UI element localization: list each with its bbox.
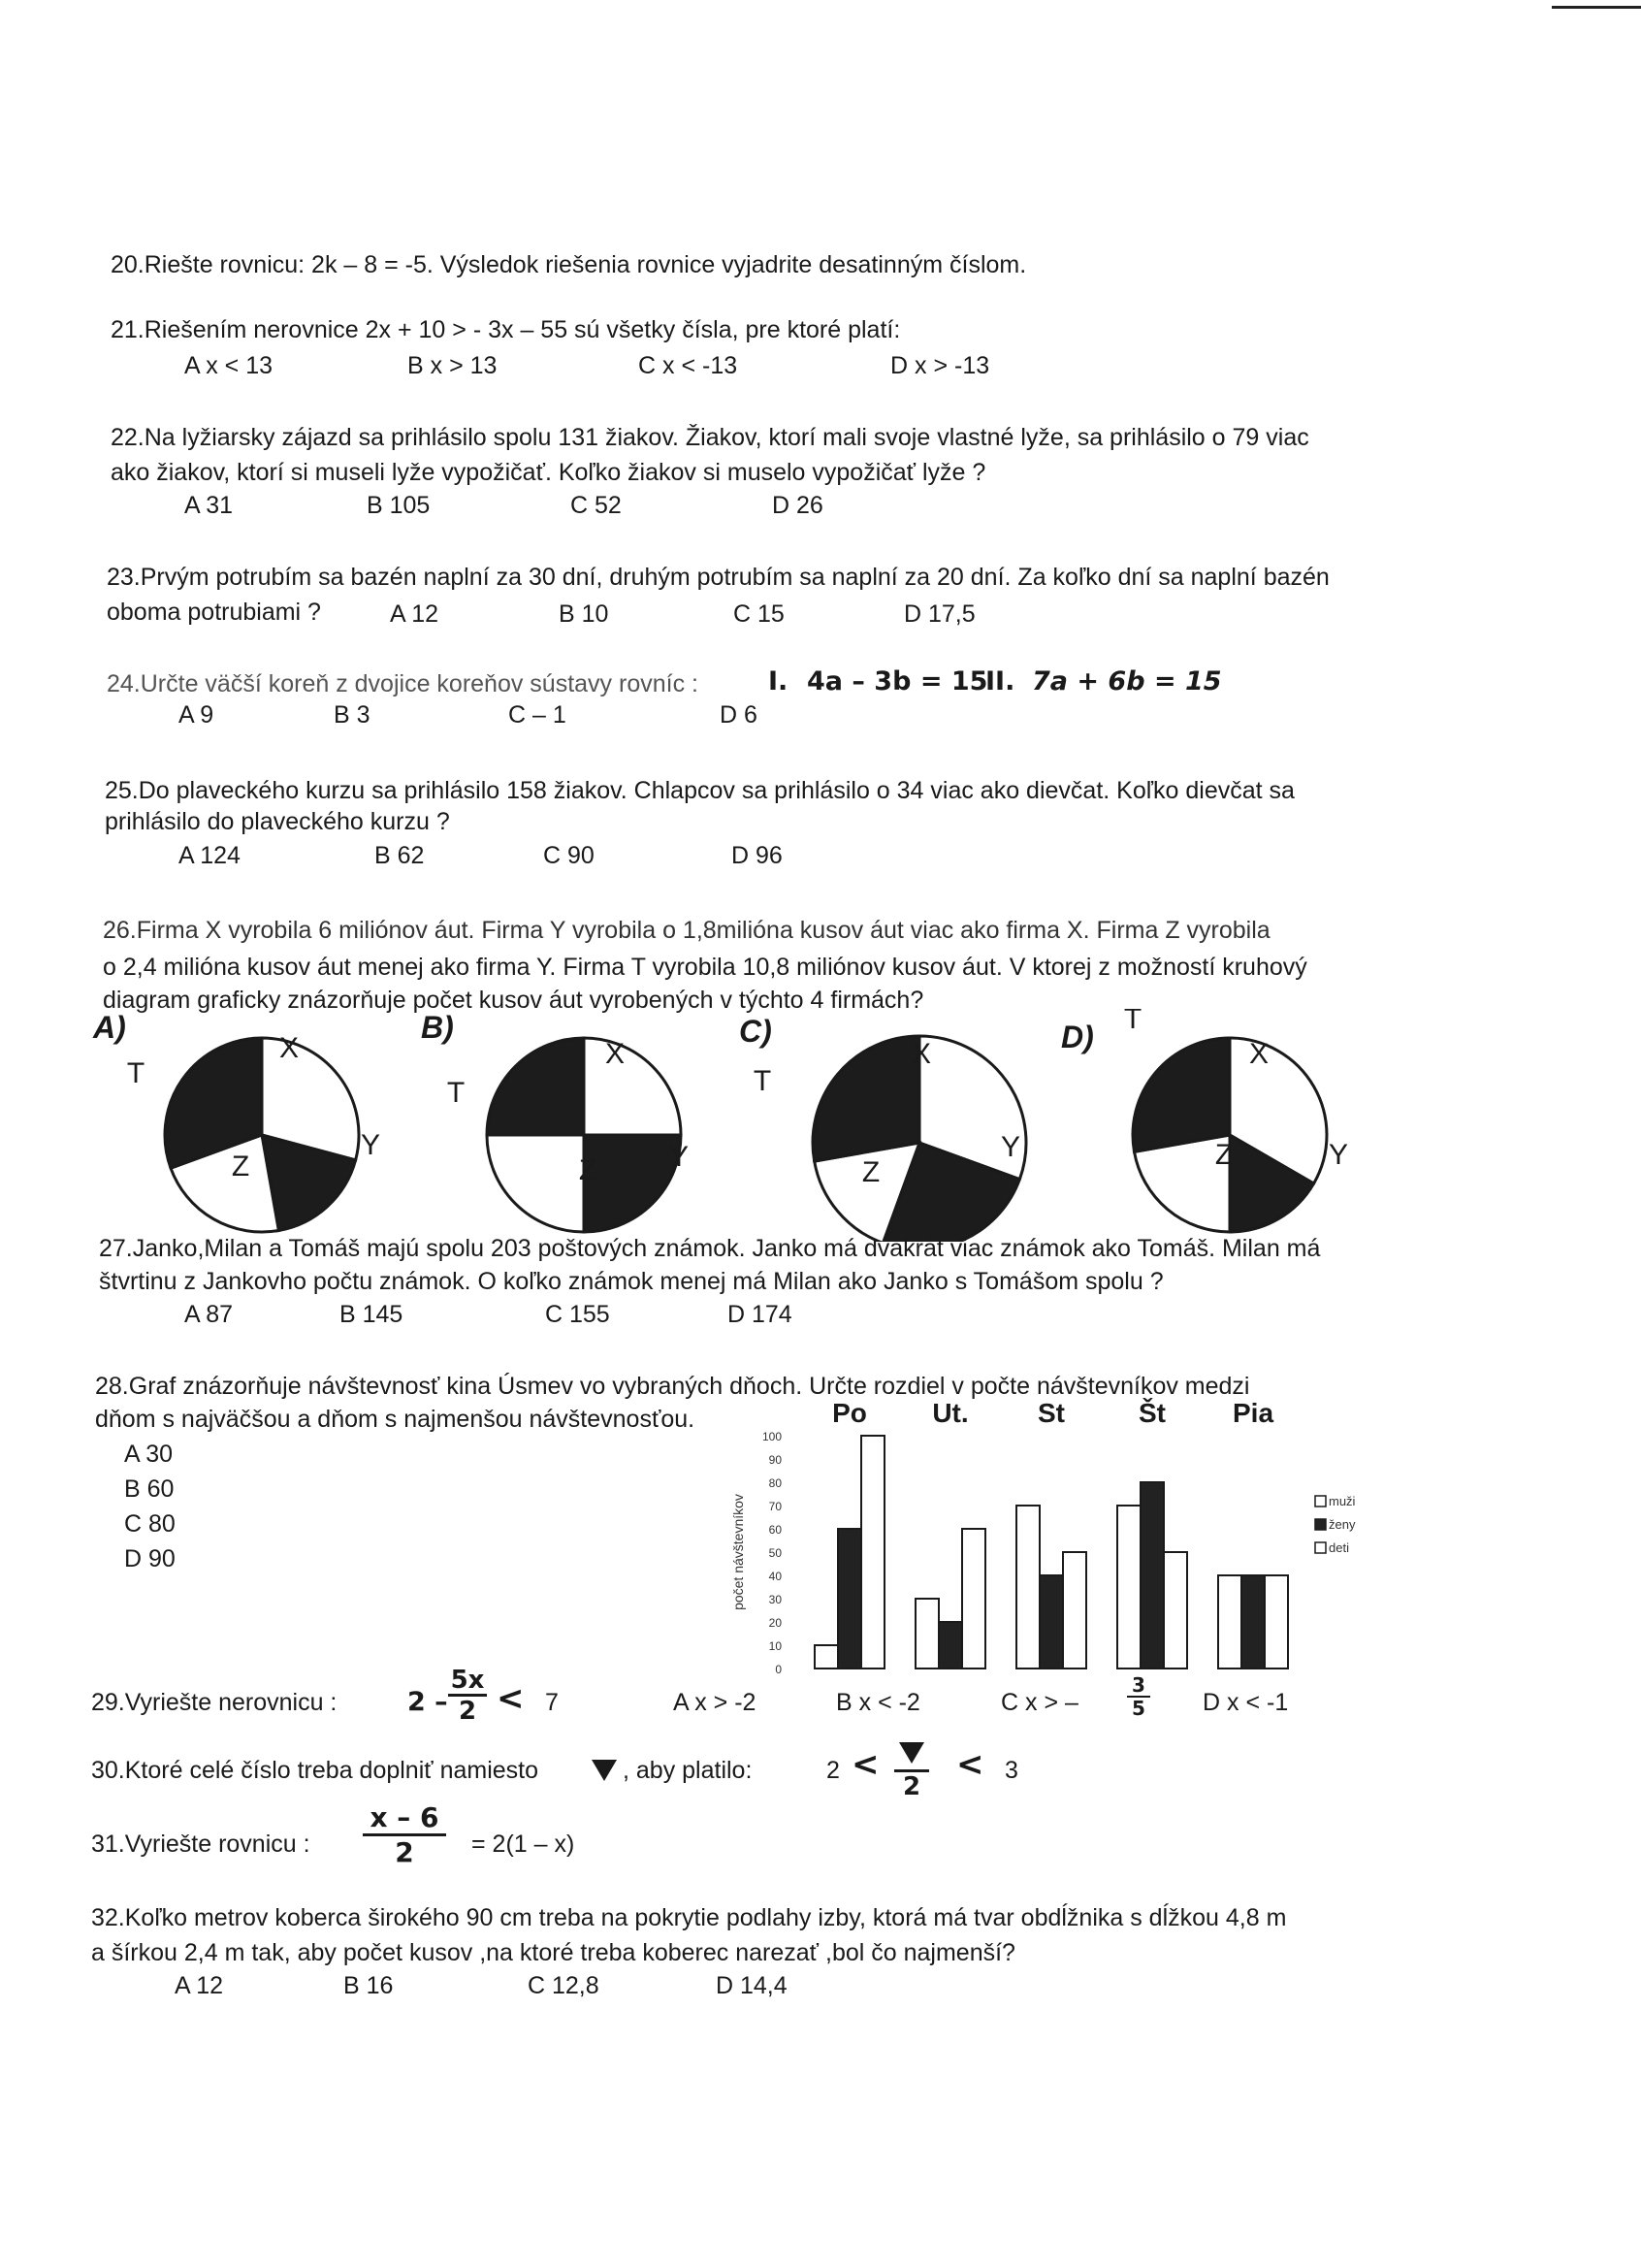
q29-option-d: D x < -1: [1203, 1689, 1289, 1716]
legend-label: ženy: [1329, 1517, 1356, 1532]
q22-line2: ako žiakov, ktorí si museli lyže vypožičať. Koľko žiakov si muselo vypožičať lyže ?: [111, 459, 986, 486]
pie-option-label: A): [93, 1010, 126, 1045]
q21-option-c: C x < -13: [638, 352, 738, 379]
category-label: Po: [832, 1398, 867, 1428]
q30-rhs: 3: [1005, 1757, 1018, 1784]
q31-rhs: = 2(1 – x): [471, 1831, 575, 1858]
q30-relation-right: <: [956, 1745, 984, 1784]
pie-option-label: B): [421, 1010, 454, 1045]
pie-slice-y: [584, 1135, 681, 1232]
y-tick-label: 50: [768, 1546, 782, 1560]
q26-line3: diagram graficky znázorňuje počet kusov áut vyrobených v týchto 4 firmách?: [103, 987, 924, 1014]
q25-line2: prihlásilo do plaveckého kurzu ?: [105, 808, 450, 835]
q23-option-b: B 10: [559, 600, 609, 628]
category-label: Pia: [1232, 1398, 1274, 1428]
pie-chart-2: [421, 1010, 689, 1232]
q24-eq2: 7a + 6b = 15: [1032, 666, 1222, 697]
y-tick-label: 60: [768, 1523, 782, 1537]
q22-option-b: B 105: [367, 492, 431, 519]
triangle-placeholder-icon: [590, 1758, 619, 1783]
q22-line1: 22.Na lyžiarsky zájazd sa prihlásilo spolu 131 žiakov. Žiakov, ktorí mali svoje vlastné lyže, sa prihlásilo o 79 viac: [111, 424, 1309, 451]
pie-slice-t: [487, 1038, 584, 1135]
q31-fraction-num: x – 6: [363, 1802, 446, 1836]
scan-edge-line: [1552, 6, 1641, 9]
q24-option-b: B 3: [334, 701, 370, 729]
q25-option-a: A 124: [178, 842, 241, 869]
triangle-placeholder-icon: [897, 1740, 926, 1766]
pie-slice-label-z: Z: [1214, 1139, 1234, 1171]
q30-fraction: [894, 1740, 929, 1801]
q21-option-b: B x > 13: [407, 352, 498, 379]
q30-fraction-den: 2: [902, 1772, 921, 1801]
pie-slice-x: [584, 1038, 681, 1135]
q28-option-c: C 80: [124, 1510, 176, 1538]
q23-option-c: C 15: [733, 600, 785, 628]
q20-text: 20.Riešte rovnicu: 2k – 8 = -5. Výsledok riešenia rovnice vyjadrite desatinným číslom.: [111, 251, 1027, 278]
bar-pia-1: [1241, 1575, 1265, 1669]
pie-slice-z: [487, 1135, 584, 1232]
q27-line1: 27.Janko,Milan a Tomáš majú spolu 203 poštových známok. Janko má dvakrát viac známok ako Tomáš. Milan má: [99, 1235, 1321, 1262]
q31-fraction-den: 2: [395, 1836, 414, 1868]
pie-slice-label-x: X: [911, 1038, 932, 1070]
q22-option-a: A 31: [184, 492, 234, 519]
q24-option-a: A 9: [178, 701, 214, 729]
bar-st-1: [1040, 1575, 1063, 1669]
q30-text: 30.Ktoré celé číslo treba doplniť namiesto: [91, 1757, 539, 1784]
legend-label: deti: [1329, 1540, 1349, 1555]
q28-option-b: B 60: [124, 1475, 175, 1503]
legend-swatch: [1315, 1496, 1326, 1507]
q29-option-c-fraction: [1127, 1674, 1150, 1719]
bar-ut-0: [916, 1599, 939, 1669]
q30-text2: , aby platilo:: [623, 1757, 753, 1784]
q27-line2: štvrtinu z Jankovho počtu známok. O koľko známok menej má Milan ako Janko s Tomášom spolu ?: [99, 1268, 1164, 1295]
bar-št-0: [1117, 1506, 1141, 1669]
bar-po-1: [838, 1529, 861, 1669]
q23-option-a: A 12: [390, 600, 439, 628]
pie-option-label: C): [739, 1014, 772, 1049]
pie-slice-label-t: T: [126, 1057, 145, 1089]
pie-option-label: D): [1061, 1020, 1094, 1054]
q23-line2: oboma potrubiami ?: [107, 599, 321, 626]
legend-label: muži: [1329, 1494, 1356, 1508]
bar-st-0: [1016, 1506, 1040, 1669]
q24-option-d: D 6: [720, 701, 757, 729]
q27-option-a: A 87: [184, 1301, 234, 1328]
q24-eq2-label: II.: [985, 666, 1015, 697]
category-label: Ut.: [932, 1398, 969, 1428]
y-tick-label: 80: [768, 1476, 782, 1490]
pie-slice-label-z: Z: [861, 1156, 881, 1188]
q32-line1: 32.Koľko metrov koberca širokého 90 cm treba na pokrytie podlahy izby, ktorá má tvar obdĺžnika s dĺžkou 4,8 m: [91, 1904, 1287, 1931]
q30-lhs: 2: [826, 1757, 840, 1784]
pie-slice-label-y: Y: [360, 1129, 381, 1161]
pie-slice-t: [813, 1036, 919, 1161]
pie-slice-label-y: Y: [1328, 1139, 1349, 1171]
y-tick-label: 30: [768, 1593, 782, 1606]
legend-swatch: [1315, 1542, 1326, 1553]
pie-slice-label-x: X: [278, 1032, 300, 1064]
q26-pie-charts: [0, 1009, 1641, 1242]
bar-po-0: [815, 1645, 838, 1669]
q32-option-c: C 12,8: [528, 1972, 599, 1999]
q30-fraction-num: [894, 1740, 929, 1772]
q29-option-a: A x > -2: [673, 1689, 756, 1716]
q28-line1: 28.Graf znázorňuje návštevnosť kina Úsmev vo vybraných dňoch. Určte rozdiel v počte návštevníkov medzi: [95, 1373, 1250, 1400]
pie-chart-4: [1061, 1009, 1348, 1232]
q25-option-d: D 96: [731, 842, 783, 869]
q32-option-b: B 16: [343, 1972, 394, 1999]
pie-chart-1: [92, 1010, 380, 1232]
y-tick-label: 10: [768, 1639, 782, 1653]
pie-chart-3: [739, 1014, 1026, 1242]
y-tick-label: 20: [768, 1616, 782, 1630]
q24-eq1-label: I.: [768, 666, 788, 697]
q21-option-d: D x > -13: [890, 352, 990, 379]
q26-line2: o 2,4 milióna kusov áut menej ako firma Y. Firma T vyrobila 10,8 miliónov kusov áut. V ktorej z možností kruhový: [103, 954, 1307, 981]
y-tick-label: 100: [761, 1430, 782, 1443]
q23-line1: 23.Prvým potrubím sa bazén naplní za 30 dní, druhým potrubím sa naplní za 20 dní. Za koľko dní sa naplní bazén: [107, 564, 1330, 591]
q29-option-c-num: 3: [1127, 1674, 1150, 1698]
q29-fraction-num: 5x: [448, 1667, 487, 1697]
q25-option-b: B 62: [374, 842, 425, 869]
q28-option-d: D 90: [124, 1545, 176, 1572]
y-tick-label: 40: [768, 1570, 782, 1583]
q27-option-d: D 174: [727, 1301, 792, 1328]
pie-slice-label-z: Z: [578, 1154, 597, 1186]
legend-swatch: [1315, 1519, 1326, 1530]
q29-fraction: [448, 1667, 487, 1726]
pie-slice-t: [1133, 1038, 1230, 1151]
q31-fraction: [363, 1802, 446, 1869]
q22-option-d: D 26: [772, 492, 823, 519]
bar-ut-2: [962, 1529, 985, 1669]
y-tick-label: 70: [768, 1500, 782, 1513]
q32-option-d: D 14,4: [716, 1972, 788, 1999]
q29-option-b: B x < -2: [836, 1689, 920, 1716]
q28-option-a: A 30: [124, 1441, 174, 1468]
bar-pia-2: [1265, 1575, 1288, 1669]
q31-text: 31.Vyriešte rovnicu :: [91, 1831, 310, 1858]
bar-št-1: [1141, 1482, 1164, 1669]
q24-text: 24.Určte väčší koreň z dvojice koreňov sústavy rovníc :: [107, 670, 698, 697]
q29-fraction-den: 2: [458, 1697, 477, 1726]
category-label: Št: [1139, 1398, 1166, 1428]
q27-option-c: C 155: [545, 1301, 610, 1328]
pie-slice-label-z: Z: [231, 1150, 250, 1183]
y-axis-label: počet návštevníkov: [730, 1494, 746, 1610]
q26-line1: 26.Firma X vyrobila 6 miliónov áut. Firma Y vyrobila o 1,8milióna kusov áut viac ako firma X. Firma Z vyrobila: [103, 917, 1271, 944]
q29-text: 29.Vyriešte nerovnicu :: [91, 1689, 338, 1716]
q30-relation-left: <: [852, 1745, 880, 1784]
q32-option-a: A 12: [175, 1972, 224, 1999]
y-tick-label: 90: [768, 1453, 782, 1467]
q29-option-c-den: 5: [1132, 1697, 1145, 1720]
q29-lhs: 2 –: [407, 1687, 448, 1717]
pie-slice-label-t: T: [1123, 1009, 1142, 1035]
bar-ut-1: [939, 1622, 962, 1669]
category-label: St: [1038, 1398, 1065, 1428]
pie-slice-label-t: T: [446, 1077, 466, 1109]
q29-option-c-prefix: C x > –: [1001, 1689, 1078, 1716]
q25-line1: 25.Do plaveckého kurzu sa prihlásilo 158 žiakov. Chlapcov sa prihlásilo o 34 viac ako dievčat. Koľko dievčat sa: [105, 777, 1295, 804]
pie-slice-label-x: X: [604, 1038, 626, 1070]
y-tick-label: 0: [775, 1663, 782, 1676]
q28-bar-chart: [698, 1397, 1377, 1688]
q23-option-d: D 17,5: [904, 600, 976, 628]
bar-št-2: [1164, 1552, 1187, 1669]
q32-line2: a šírkou 2,4 m tak, aby počet kusov ,na ktoré treba koberec narezať ,bol čo najmenší?: [91, 1939, 1015, 1966]
q21-option-a: A x < 13: [184, 352, 274, 379]
q29-rhs: 7: [545, 1689, 559, 1716]
q24-eq1: 4a – 3b = 15: [807, 666, 988, 697]
q25-option-c: C 90: [543, 842, 595, 869]
q29-relation: <: [497, 1679, 525, 1718]
pie-slice-label-x: X: [1248, 1038, 1270, 1070]
bar-pia-0: [1218, 1575, 1241, 1669]
q28-line2: dňom s najväčšou a dňom s najmenšou návštevnosťou.: [95, 1406, 695, 1433]
q24-option-c: C – 1: [508, 701, 566, 729]
pie-slice-label-y: Y: [1000, 1131, 1021, 1163]
bar-po-2: [861, 1436, 885, 1669]
q27-option-b: B 145: [339, 1301, 403, 1328]
bar-st-2: [1063, 1552, 1086, 1669]
q22-option-c: C 52: [570, 492, 622, 519]
q21-text: 21.Riešením nerovnice 2x + 10 > - 3x – 55 sú všetky čísla, pre ktoré platí:: [111, 316, 901, 343]
pie-slice-label-t: T: [753, 1065, 772, 1097]
pie-slice-label-y: Y: [668, 1141, 690, 1173]
